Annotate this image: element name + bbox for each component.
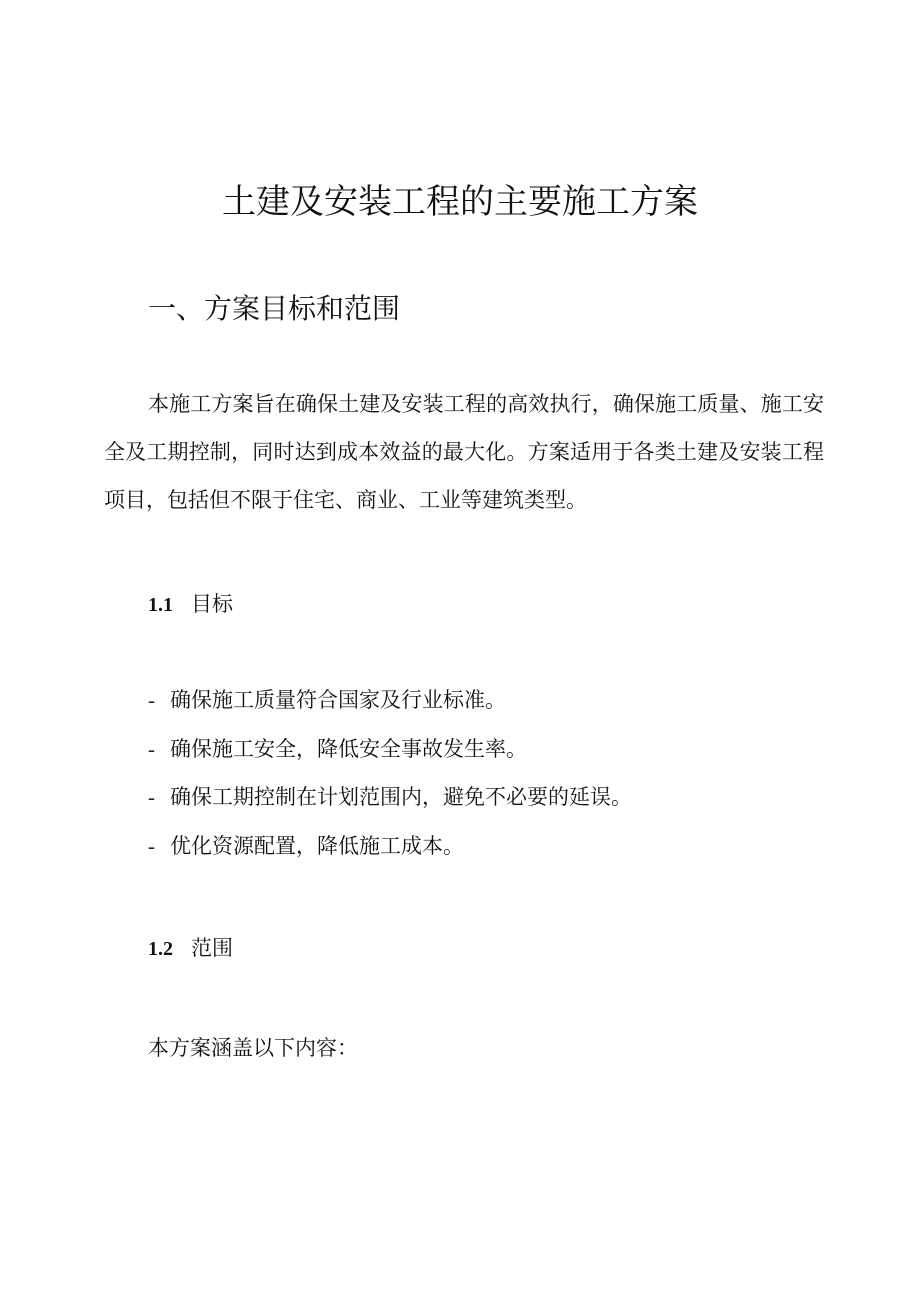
- subsection-title: 范围: [191, 936, 233, 960]
- list-item: [148, 676, 632, 725]
- subsection-goals-heading: [148, 588, 233, 621]
- subsection-number: 1.2: [148, 938, 173, 960]
- subsection-number: 1.1: [148, 594, 173, 616]
- subsection-scope-heading: [148, 932, 233, 965]
- list-item-text: 确保施工安全，降低安全事故发生率。: [170, 736, 527, 761]
- section-heading: 一、方案目标和范围: [148, 292, 401, 325]
- list-item-text: 确保施工质量符合国家及行业标准。: [170, 688, 506, 712]
- section-intro-paragraph: 本施工方案旨在确保土建及安装工程的高效执行，确保施工质量、施工安全及工期控制，同时达到成本效益的最大化。方案适用于各类土建及安装工程项目，包括但不限于住宅、商业、工业等建筑类型。: [104, 392, 824, 512]
- scope-intro-text: 本方案涵盖以下内容：: [148, 1036, 358, 1060]
- list-dash: -: [148, 688, 155, 712]
- list-item-text: 优化资源配置，降低施工成本。: [170, 833, 464, 858]
- list-item-text: 确保工期控制在计划范围内，避免不必要的延误。: [170, 785, 632, 810]
- list-dash: -: [148, 833, 155, 858]
- list-item: [148, 725, 632, 774]
- subsection-title: 目标: [191, 592, 233, 616]
- list-dash: -: [148, 736, 155, 761]
- list-item: [148, 773, 632, 822]
- document-title: 土建及安装工程的主要施工方案: [222, 182, 698, 222]
- goals-list: [148, 676, 632, 870]
- list-item: [148, 822, 632, 871]
- list-dash: -: [148, 785, 155, 810]
